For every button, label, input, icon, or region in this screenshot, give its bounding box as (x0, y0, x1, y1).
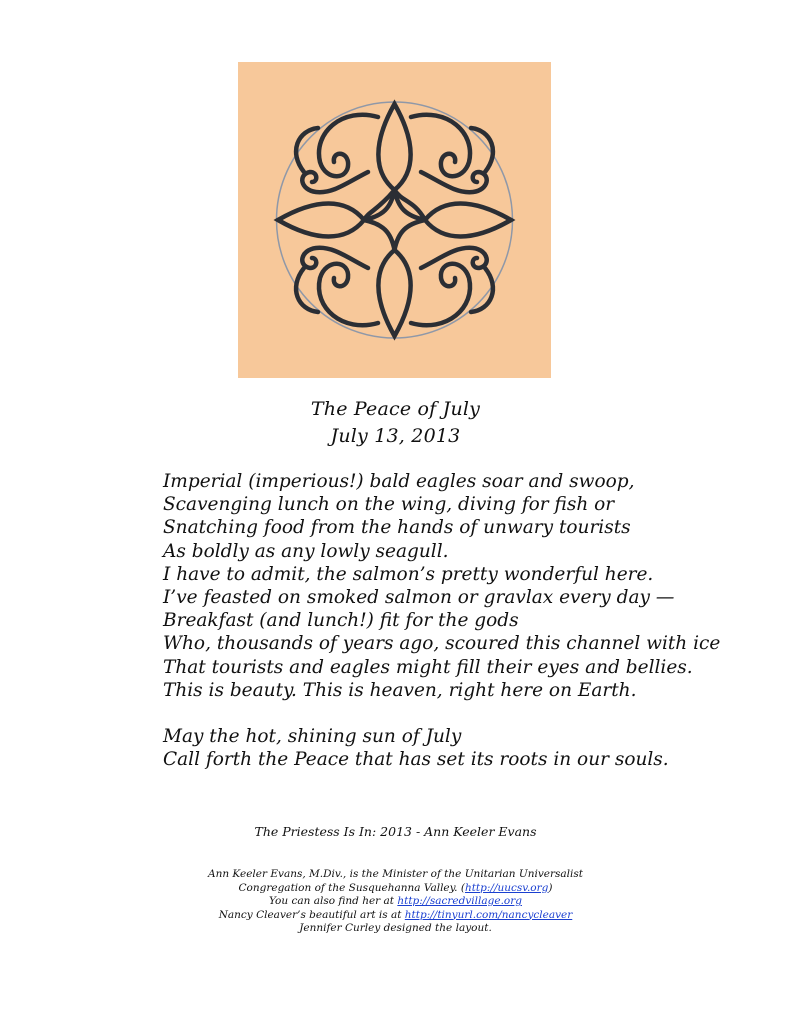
poem-line: That tourists and eagles might fill their eyes and bellies. (163, 656, 693, 678)
credits-text: You can also find her at (269, 895, 398, 907)
credits-text: ) (548, 881, 553, 894)
mandala-artwork (238, 62, 551, 378)
byline: The Priestess Is In: 2013 - Ann Keeler Evans (254, 824, 537, 839)
poem-line: I have to admit, the salmon’s pretty wonderful here. (163, 563, 654, 585)
poem-line: This is beauty. This is heaven, right here on Earth. (163, 679, 637, 701)
poem-line: Snatching food from the hands of unwary tourists (163, 517, 631, 539)
sacredvillage-link[interactable]: http://sacredvillage.org (397, 895, 522, 907)
poem-line: Scavenging lunch on the wing, diving for fish or (163, 494, 615, 516)
poem-line: May the hot, shining sun of July (163, 726, 462, 748)
outer-circle (277, 102, 513, 338)
poem-line: Call forth the Peace that has set its roots in our souls. (163, 749, 669, 771)
mandala-drawing (238, 62, 551, 378)
credits-text: Nancy Cleaver’s beautiful art is at (218, 908, 405, 921)
credits-line: Jennifer Curley designed the layout. (299, 922, 492, 934)
poem-line: Who, thousands of years ago, scoured this channel with ice (163, 633, 721, 655)
uucsv-link[interactable]: http://uucsv.org (464, 881, 549, 894)
poem-line: Imperial (imperious!) bald eagles soar and swoop, (163, 471, 635, 492)
credits-text: Congregation of the Susquehanna Valley. ( (238, 881, 465, 894)
nancycleaver-link[interactable]: http://tinyurl.com/nancycleaver (404, 908, 573, 921)
poem-line: As boldly as any lowly seagull. (163, 540, 449, 562)
stanza-break (163, 702, 723, 725)
credits-line (0, 909, 791, 923)
poem-line: Breakfast (and lunch!) fit for the gods (163, 610, 519, 632)
poem-date: July 13, 2013 (330, 425, 461, 447)
credits-line (0, 895, 791, 909)
knot-lines (278, 104, 511, 336)
poem-body (163, 470, 723, 771)
poem-title: The Peace of July (310, 398, 481, 420)
credits (0, 868, 791, 936)
credits-line (0, 882, 791, 896)
poem-line: I’ve feasted on smoked salmon or gravlax every day — (163, 587, 675, 609)
credits-line: Ann Keeler Evans, M.Div., is the Minister of the Unitarian Universalist (207, 868, 583, 880)
